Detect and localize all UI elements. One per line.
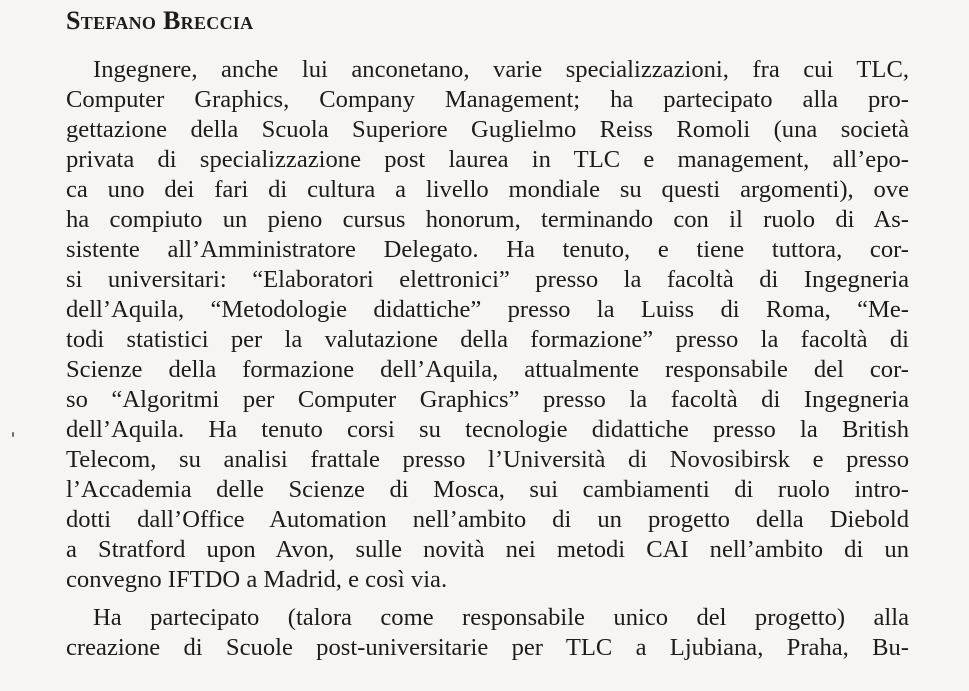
text-line: Telecom, su analisi frattale presso l’Università di Novosibirsk e presso: [66, 446, 909, 473]
text-line: so “Algoritmi per Computer Graphics” presso la facoltà di Ingegneria: [66, 386, 909, 413]
text-line: Computer Graphics, Company Management; ha partecipato alla pro-: [66, 86, 909, 113]
text-line: ca uno dei fari di cultura a livello mondiale su questi argomenti), ove: [66, 176, 909, 203]
text-line: dotti dall’Office Automation nell’ambito di un progetto della Diebold: [66, 506, 909, 533]
text-line: ha compiuto un pieno cursus honorum, terminando con il ruolo di As-: [66, 206, 909, 233]
text-line: privata di specializzazione post laurea in TLC e management, all’epo-: [66, 146, 909, 173]
scan-speck: [12, 432, 14, 437]
text-line: sistente all’Amministratore Delegato. Ha tenuto, e tiene tuttora, cor-: [66, 236, 909, 263]
text-line: dell’Aquila, “Metodologie didattiche” presso la Luiss di Roma, “Me-: [66, 296, 909, 323]
text-line: l’Accademia delle Scienze di Mosca, sui cambiamenti di ruolo intro-: [66, 476, 909, 503]
text-line: Ha partecipato (talora come responsabile unico del progetto) alla: [93, 604, 909, 631]
text-line: dell’Aquila. Ha tenuto corsi su tecnologie didattiche presso la British: [66, 416, 909, 443]
text-line: convegno IFTDO a Madrid, e così via.: [66, 566, 448, 593]
text-line: todi statistici per la valutazione della formazione” presso la facoltà di: [66, 326, 909, 353]
text-line: gettazione della Scuola Superiore Guglielmo Reiss Romoli (una società: [66, 116, 909, 143]
text-line: a Stratford upon Avon, sulle novità nei metodi CAI nell’ambito di un: [66, 536, 909, 563]
text-line: creazione di Scuole post-universitarie per TLC a Ljubiana, Praha, Bu-: [66, 634, 909, 661]
text-line: Scienze della formazione dell’Aquila, attualmente responsabile del cor-: [66, 356, 909, 383]
author-name: Stefano Breccia: [66, 6, 254, 35]
text-line: Ingegnere, anche lui anconetano, varie specializzazioni, fra cui TLC,: [93, 56, 909, 83]
text-line: si universitari: “Elaboratori elettronici” presso la facoltà di Ingegneria: [66, 266, 909, 293]
